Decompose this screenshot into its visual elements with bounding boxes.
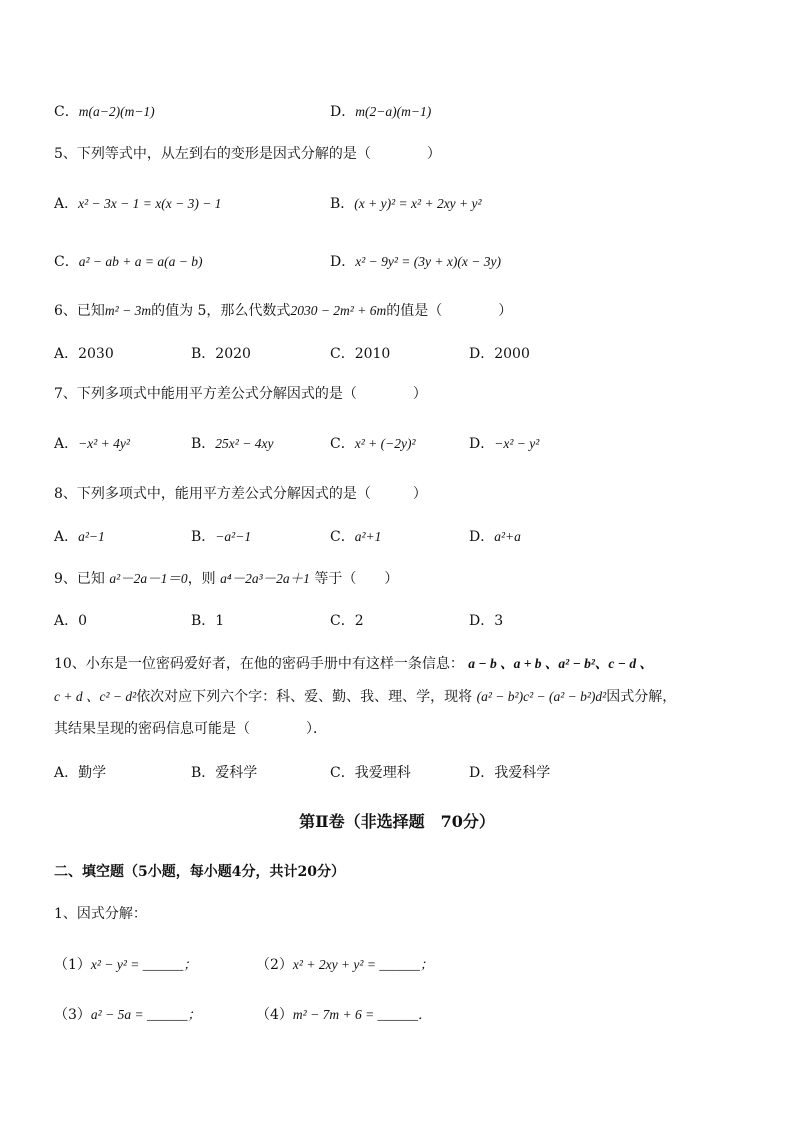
option-label: C．: [54, 104, 79, 120]
option-label: C．: [330, 436, 355, 452]
q4-option-c: [54, 101, 155, 121]
fill1-part-2: [256, 953, 433, 974]
option-label: D．: [330, 254, 356, 270]
option-expression: a²+a: [494, 529, 521, 544]
section-title: 第Ⅱ卷（非选择题 70分）: [299, 812, 495, 831]
q8-option-a: [54, 526, 105, 546]
option-expression: (x + y)² = x² + 2xy + y²: [354, 196, 482, 211]
fill1-part-3: [54, 1003, 201, 1024]
q6-option-b: B．2020: [191, 346, 251, 362]
stem-text: ，则: [187, 571, 216, 587]
q9-option-a: A．0: [54, 613, 88, 629]
part-title: 二、填空题（5小题，每小题4分，共计20分）: [54, 864, 345, 880]
q4-option-d: [330, 101, 431, 121]
option-label: B．: [191, 529, 216, 545]
part-label: （4）: [256, 1007, 293, 1023]
option-label: B．: [191, 436, 216, 452]
q9-option-d: D．3: [469, 613, 504, 629]
q6-option-a: A．2030: [54, 346, 114, 362]
q7-option-d: [469, 433, 539, 453]
q10-option-a: A．勤学: [54, 765, 107, 781]
option-expression: x² + (−2y)²: [354, 436, 416, 451]
option-expression: x² − 3x − 1 = x(x − 3) − 1: [78, 196, 222, 211]
q5-option-b: [330, 193, 482, 213]
q6-option-d: D．2000: [469, 346, 530, 362]
q8-option-c: [330, 526, 381, 546]
part-expression: m² − 7m + 6 = ______．: [292, 1007, 432, 1022]
option-label: B．: [330, 196, 355, 212]
q7-option-c: [330, 433, 416, 453]
option-label: A．: [54, 529, 79, 545]
q10-stem-line1: [54, 652, 653, 673]
q9-option-b: B．1: [191, 613, 225, 629]
stem-text: 的值是（ ）: [386, 303, 513, 319]
part-label: （2）: [256, 957, 293, 973]
stem-text: 6、已知: [54, 303, 105, 319]
q6-stem: [54, 300, 512, 320]
part-expression: x² − y² = ______；: [90, 957, 197, 972]
stem-expression: m² − 3m: [104, 303, 152, 318]
option-expression: m(a−2)(m−1): [78, 104, 155, 119]
q9-stem: [54, 567, 398, 588]
stem-text: 依次对应下列六个字：科、爱、勤、我、理、学，现将: [136, 689, 473, 705]
part-expression: x² + 2xy + y² = ______；: [292, 957, 434, 972]
stem-text: 因式分解，: [606, 689, 677, 705]
q8-option-b: [191, 526, 251, 546]
stem-expression: a − b 、a + b 、a² − b²、c − d 、: [468, 656, 653, 671]
q5-option-c: [54, 251, 202, 271]
q8-stem: 8、下列多项式中，能用平方差公式分解因式的是（ ）: [54, 486, 427, 502]
q5-option-a: [54, 193, 221, 213]
fill1-stem: 1、因式分解：: [54, 906, 147, 922]
q10-option-c: C．我爱理科: [330, 765, 411, 781]
stem-expression: c + d 、c² − d²: [54, 689, 137, 704]
stem-text: 9、已知: [54, 571, 105, 587]
option-expression: x² − 9y² = (3y + x)(x − 3y): [355, 254, 501, 269]
option-expression: −a²−1: [215, 529, 252, 544]
option-expression: m(2−a)(m−1): [355, 104, 432, 119]
stem-expression: a²－2a－1＝0: [109, 571, 188, 586]
q10-option-d: D．我爱科学: [469, 765, 551, 781]
option-label: D．: [469, 529, 495, 545]
q7-option-a: [54, 433, 130, 453]
option-expression: a² − ab + a = a(a − b): [78, 254, 203, 269]
part-label: （3）: [54, 1007, 91, 1023]
stem-text: 等于（ ）: [314, 571, 399, 587]
q8-option-d: [469, 526, 521, 546]
fill1-part-4: [256, 1003, 432, 1024]
option-label: D．: [330, 104, 356, 120]
option-expression: 25x² − 4xy: [215, 436, 274, 451]
q10-option-b: B．爱科学: [191, 765, 258, 781]
option-label: A．: [54, 436, 79, 452]
option-expression: a²+1: [354, 529, 382, 544]
stem-expression: 2030 − 2m² + 6m: [290, 303, 387, 318]
option-label: C．: [54, 254, 79, 270]
option-expression: −x² + 4y²: [78, 436, 130, 451]
option-label: C．: [330, 529, 355, 545]
option-label: A．: [54, 196, 79, 212]
q9-option-c: C．2: [330, 613, 364, 629]
fill1-part-1: [54, 953, 197, 974]
stem-text: 的值为 5，那么代数式: [151, 303, 291, 319]
q6-option-c: C．2010: [330, 346, 391, 362]
stem-expression: (a² − b²)c² − (a² − b²)d²: [476, 689, 607, 704]
option-expression: −x² − y²: [494, 436, 540, 451]
q5-option-d: [330, 251, 501, 271]
q7-stem: 7、下列多项式中能用平方差公式分解因式的是（ ）: [54, 386, 427, 402]
q7-option-b: [191, 433, 273, 453]
stem-text: 10、小东是一位密码爱好者，在他的密码手册中有这样一条信息：: [54, 656, 464, 672]
q5-stem: 5、下列等式中，从左到右的变形是因式分解的是（ ）: [54, 146, 441, 162]
q10-stem-line2: [54, 685, 676, 706]
option-expression: a²−1: [78, 529, 105, 544]
q10-stem-line3: 其结果呈现的密码信息可能是（ ）．: [54, 721, 327, 737]
stem-expression: a⁴－2a³－2a＋1: [220, 571, 310, 586]
option-label: D．: [469, 436, 495, 452]
part-label: （1）: [54, 957, 91, 973]
part-expression: a² − 5a = ______；: [90, 1007, 201, 1022]
